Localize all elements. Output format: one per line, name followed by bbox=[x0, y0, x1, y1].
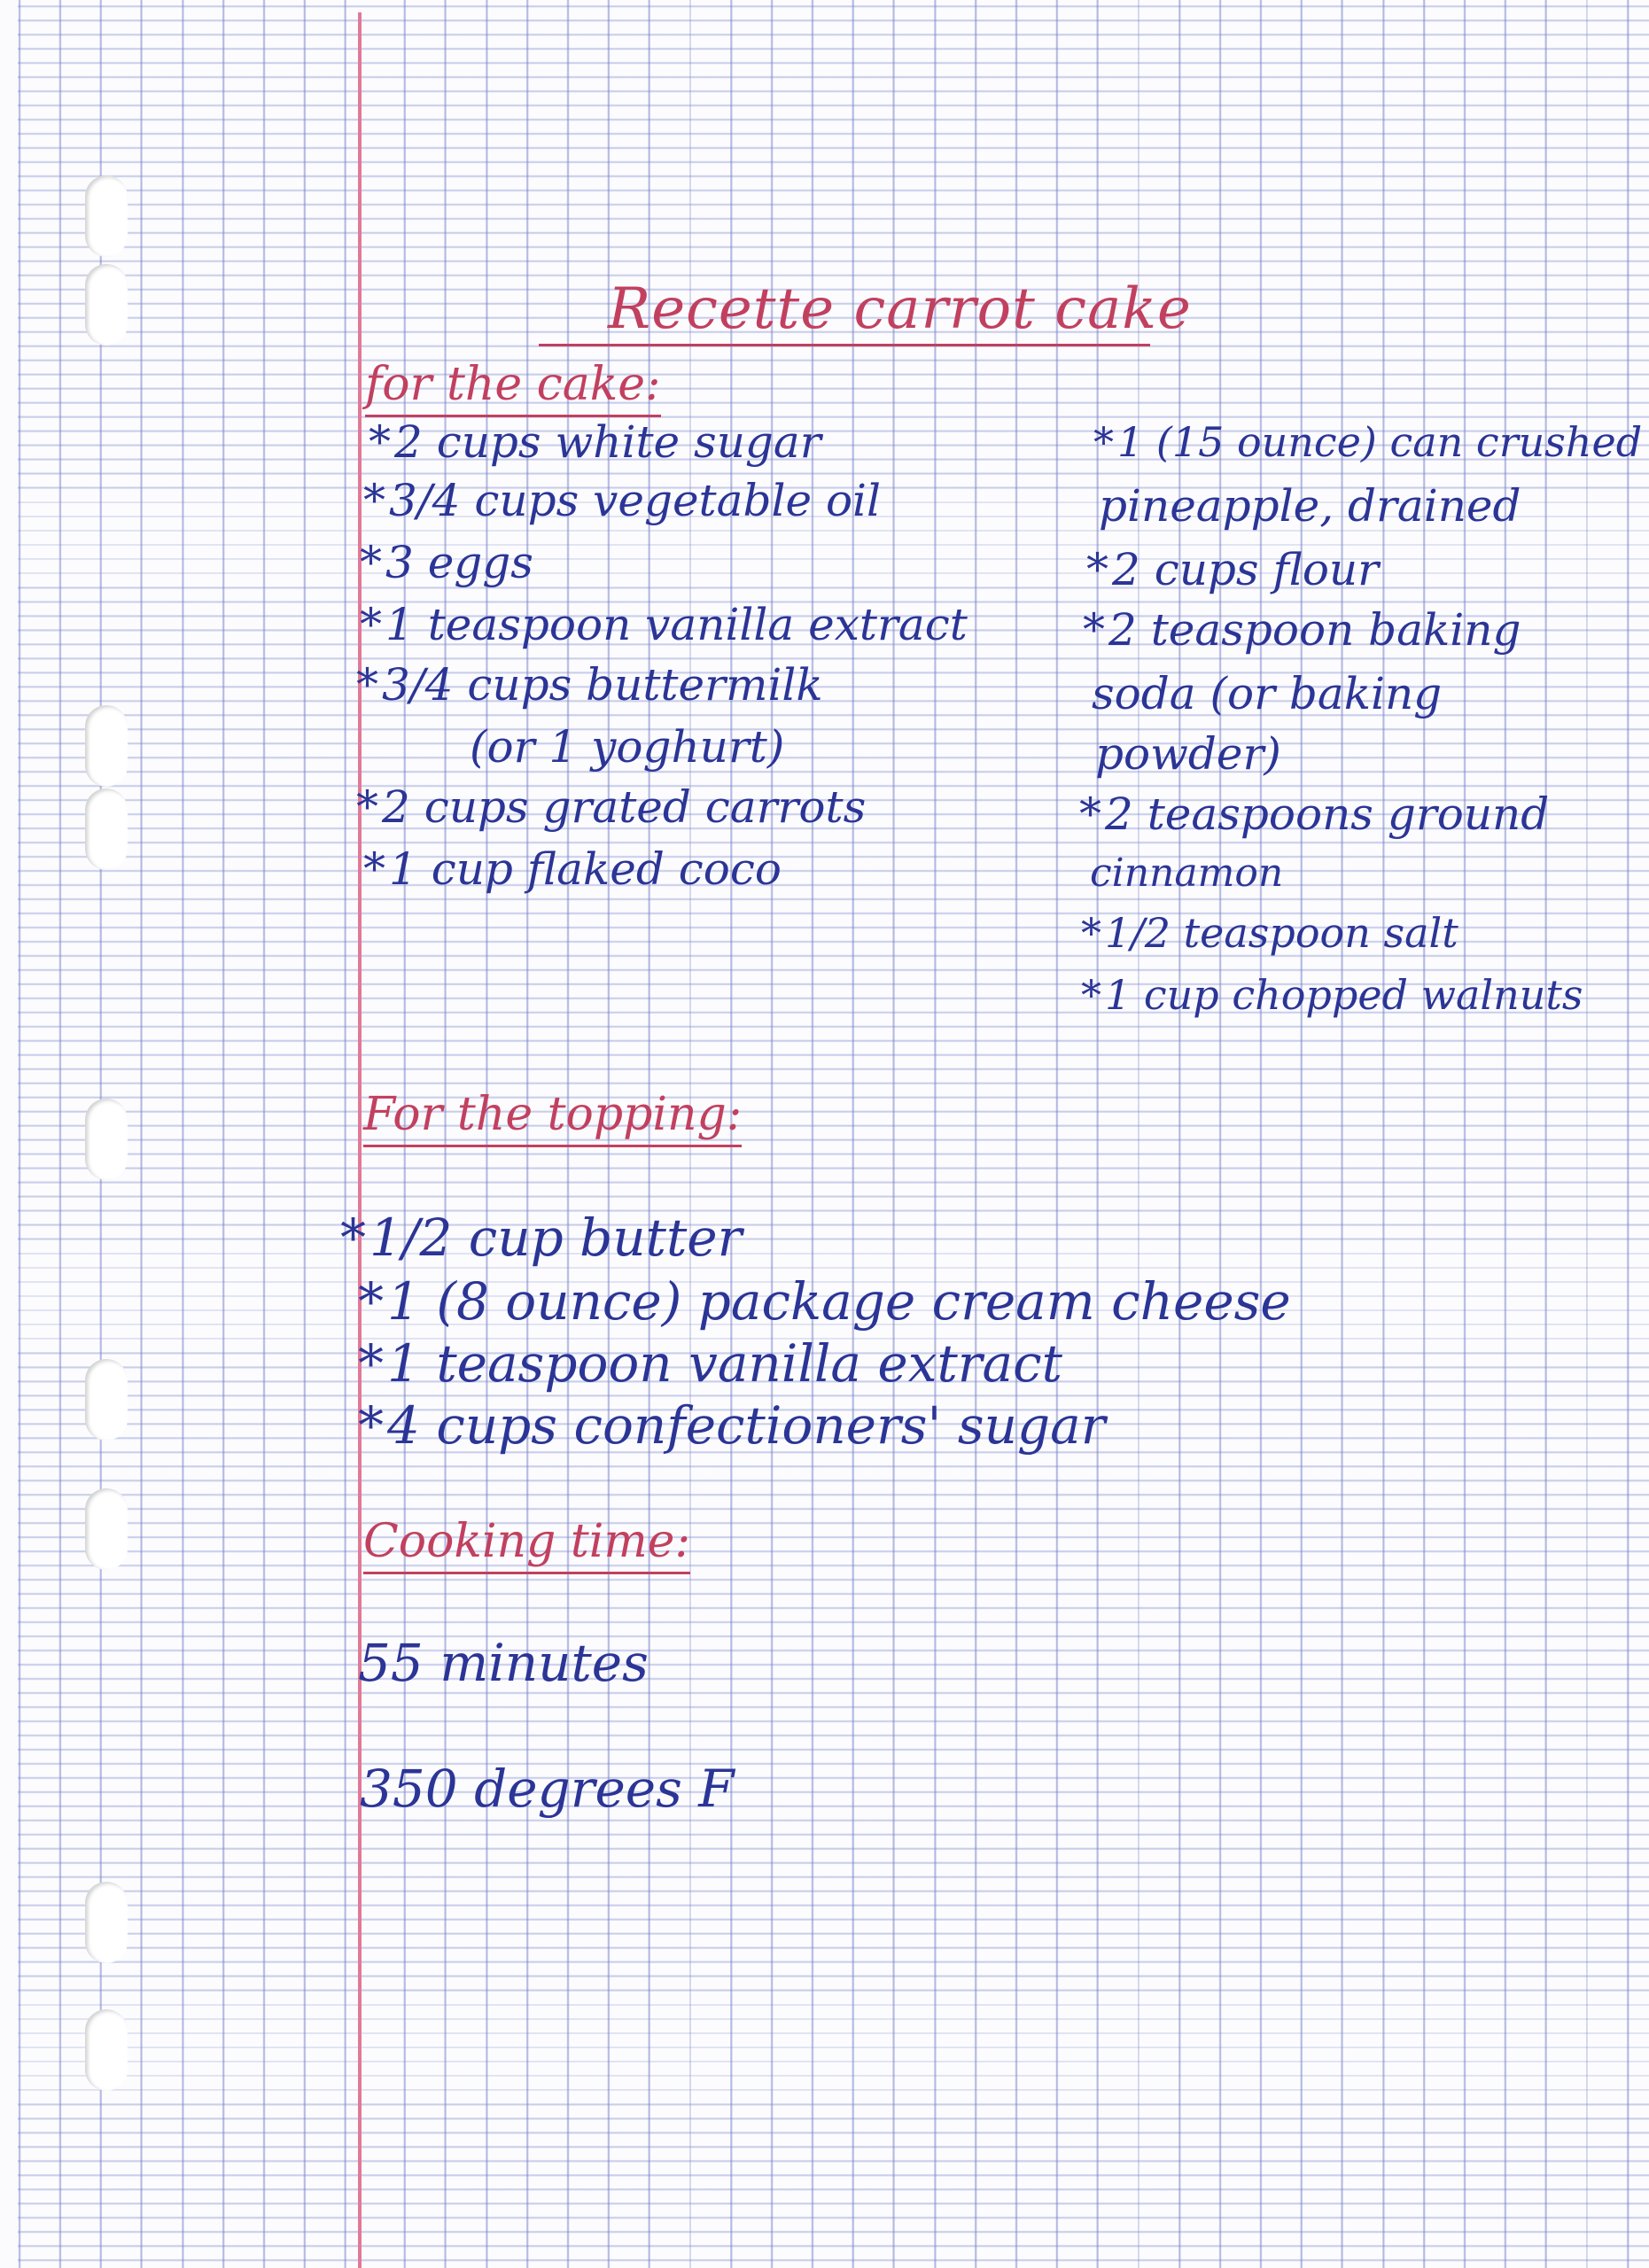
list-item: *1 teaspoon vanilla extract bbox=[358, 1333, 1062, 1394]
topping-heading: For the topping: bbox=[363, 1088, 742, 1147]
list-item: soda (or baking bbox=[1092, 668, 1443, 719]
list-item: *4 cups confectioners' sugar bbox=[358, 1395, 1106, 1456]
cooking-temperature: 350 degrees F bbox=[360, 1759, 735, 1819]
cake-heading: for the cake: bbox=[365, 358, 661, 417]
title-underline bbox=[539, 344, 1150, 346]
list-item: *1 cup chopped walnuts bbox=[1081, 971, 1583, 1019]
binder-hole bbox=[85, 705, 128, 787]
list-item: *3/4 cups vegetable oil bbox=[363, 475, 882, 526]
binder-hole bbox=[85, 1882, 128, 1963]
page-left-edge bbox=[0, 0, 18, 2268]
list-item: cinnamon bbox=[1090, 850, 1284, 896]
binder-hole bbox=[85, 1359, 128, 1441]
list-item: pineapple, drained bbox=[1099, 480, 1521, 532]
cooking-heading: Cooking time: bbox=[363, 1515, 690, 1574]
binder-hole bbox=[85, 175, 128, 257]
binder-hole bbox=[85, 788, 128, 870]
margin-line bbox=[358, 12, 362, 2268]
list-item: *3 eggs bbox=[360, 537, 533, 588]
list-item: *1 (15 ounce) can crushed bbox=[1093, 418, 1643, 466]
list-item: *1 cup flaked coco bbox=[363, 843, 782, 895]
list-item: *2 teaspoons ground bbox=[1079, 788, 1550, 840]
list-item: *1/2 cup butter bbox=[340, 1208, 743, 1268]
cooking-time: 55 minutes bbox=[358, 1633, 649, 1693]
binder-hole bbox=[85, 264, 128, 346]
list-item: powder) bbox=[1095, 728, 1281, 780]
page-title: Recette carrot cake bbox=[608, 276, 1192, 342]
list-item: *2 cups white sugar bbox=[369, 416, 821, 468]
list-item: *1 teaspoon vanilla extract bbox=[360, 599, 968, 650]
list-item: *1 (8 ounce) package cream cheese bbox=[358, 1271, 1291, 1332]
list-item: (or 1 yoghurt) bbox=[470, 721, 785, 773]
list-item: *3/4 cups buttermilk bbox=[356, 659, 823, 711]
binder-hole bbox=[85, 1488, 128, 1570]
list-item: *2 teaspoon baking bbox=[1083, 604, 1521, 656]
binder-hole bbox=[85, 1099, 128, 1180]
list-item: *2 cups grated carrots bbox=[356, 781, 867, 833]
binder-hole bbox=[85, 2009, 128, 2091]
list-item: *1/2 teaspoon salt bbox=[1081, 909, 1458, 957]
list-item: *2 cups flour bbox=[1086, 544, 1380, 595]
